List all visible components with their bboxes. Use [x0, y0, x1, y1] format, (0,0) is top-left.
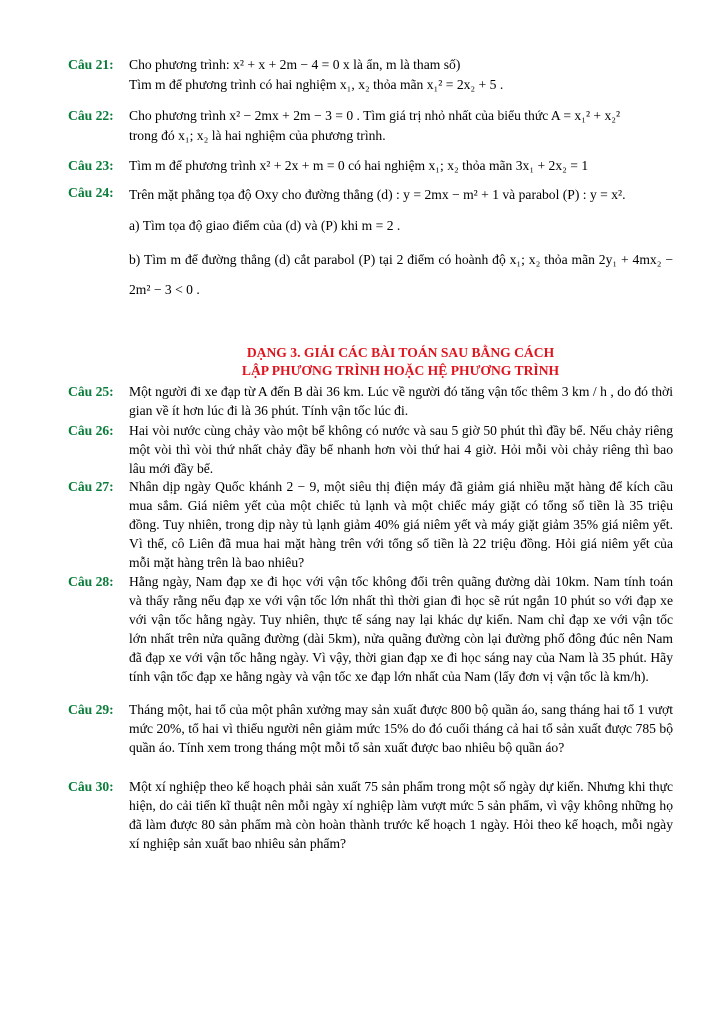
question-26: [68, 421, 673, 478]
question-label: Câu 22:: [68, 108, 114, 123]
question-label: Câu 25:: [68, 384, 114, 399]
question-25: [68, 382, 673, 420]
question-text: Hai vòi nước cùng chảy vào một bể không có nước và sau 5 giờ 50 phút thì đầy bể. Nếu chảy riêng một vòi thì vòi thứ nhất chảy đầy bể nhanh hơn vòi thứ hai 4 giờ. Hỏi mỗi vòi chảy riêng thì bao lâu mới đầy bể.: [129, 423, 673, 476]
question-label: Câu 26:: [68, 423, 114, 438]
section-heading-line-2: LẬP PHƯƠNG TRÌNH HOẶC HỆ PHƯƠNG TRÌNH: [241, 363, 560, 378]
section-heading-line-1: DẠNG 3. GIẢI CÁC BÀI TOÁN SAU BẰNG CÁCH: [246, 345, 555, 360]
question-30: [68, 777, 673, 853]
question-text: Nhân dịp ngày Quốc khánh 2 − 9, một siêu thị điện máy đã giảm giá nhiều mặt hàng để kích cầu mua sắm. Giá niêm yết của một chiếc tủ lạnh và một chiếc máy giặt có tổng số tiền là 35 triệu đồng. Tuy nhiên, trong dịp này tủ lạnh giảm 40% giá niêm yết và máy giặt giảm 35% giá niêm yết. Vì thế, cô Liên đã mua hai mặt hàng trên với tổng số tiền là 22 triệu đồng. Hỏi giá niêm yết của mỗi mặt hàng trên là bao nhiêu?: [129, 479, 673, 570]
question-22: [68, 106, 673, 146]
question-23: [68, 156, 673, 176]
question-28: [68, 572, 673, 686]
question-29: [68, 700, 673, 757]
question-text: Tìm m để phương trình x² + 2x + m = 0 có hai nghiệm x₁; x₂ thỏa mãn 3x₁ + 2x₂ = 1: [129, 158, 589, 173]
question-text: trong đó x₁; x₂ là hai nghiệm của phương trình.: [129, 128, 386, 143]
question-text: Cho phương trình x² − 2mx + 2m − 3 = 0 . Tìm giá trị nhỏ nhất của biểu thức A = x₁² + x₂²: [129, 108, 621, 123]
question-21: [68, 55, 673, 95]
question-text: Tìm m để phương trình có hai nghiệm x₁, x₂ thỏa mãn x₁² = 2x₂ + 5 .: [129, 77, 504, 92]
question-label: Câu 29:: [68, 702, 114, 717]
question-label: Câu 27:: [68, 479, 114, 494]
question-text: Trên mặt phẳng tọa độ Oxy cho đường thẳng (d) : y = 2mx − m² + 1 và parabol (P) : y = x².: [129, 187, 626, 202]
question-text: Tháng một, hai tổ của một phân xưởng may sản xuất được 800 bộ quần áo, sang tháng hai tổ 1 vượt mức 20%, tổ hai vì thiếu người nên giảm mức 15% do đó cuối tháng cả hai tổ sản xuất được 785 bộ quần áo. Tính xem trong tháng một mỗi tổ sản xuất được bao nhiêu bộ quần áo?: [129, 702, 673, 755]
section-heading: [68, 344, 725, 380]
question-part-a: a) Tìm tọa độ giao điểm của (d) và (P) khi m = 2 .: [129, 218, 401, 233]
question-text: Hằng ngày, Nam đạp xe đi học với vận tốc không đổi trên quãng đường dài 10km. Nam tính toán và thấy rằng nếu đạp xe với vận tốc lớn nhất thì thời gian đi học sẽ rút ngắn 10 phút so với đạp xe với vận tốc hằng ngày. Tuy nhiên, thực tế sáng nay lại khác dự kiến. Nam chỉ đạp xe với vận tốc lớn nhất trên nửa quãng đường (dài 5km), nửa quãng đường còn lại đường phố đông đúc nên Nam đã đạp xe với vận tốc hằng ngày. Vì vậy, thời gian đạp xe đi học sáng nay của Nam là 35 phút. Hãy tính vận tốc đạp xe hằng ngày và vận tốc xe đạp lớn nhất của Nam (lấy đơn vị vận tốc là km/h).: [129, 574, 673, 684]
question-27: [68, 477, 673, 572]
question-text: Một người đi xe đạp từ A đến B dài 36 km. Lúc về người đó tăng vận tốc thêm 3 km / h , do đó thời gian về ít hơn lúc đi là 36 phút. Tính vận tốc lúc đi.: [129, 384, 673, 418]
question-label: Câu 24:: [68, 185, 114, 200]
question-label: Câu 23:: [68, 158, 114, 173]
question-24: [68, 183, 673, 305]
question-label: Câu 21:: [68, 57, 114, 72]
question-label: Câu 28:: [68, 574, 114, 589]
question-label: Câu 30:: [68, 779, 114, 794]
question-text: Cho phương trình: x² + x + 2m − 4 = 0 x là ẩn, m là tham số): [129, 57, 461, 72]
question-part-b: b) Tìm m để đường thẳng (d) cắt parabol (P) tại 2 điểm có hoành độ x₁; x₂ thỏa mãn 2y₁ + 4mx₂ − 2m² − 3 < 0 .: [129, 252, 673, 297]
question-text: Một xí nghiệp theo kế hoạch phải sản xuất 75 sản phẩm trong một số ngày dự kiến. Nhưng khi thực hiện, do cải tiến kĩ thuật nên mỗi ngày xí nghiệp làm vượt mức 5 sản phẩm, vì vậy không những họ đã làm được 80 sản phẩm mà còn hoàn thành trước kế hoạch 1 ngày. Hỏi theo kế hoạch, mỗi ngày xí nghiệp sản xuất bao nhiêu sản phẩm?: [129, 779, 673, 851]
